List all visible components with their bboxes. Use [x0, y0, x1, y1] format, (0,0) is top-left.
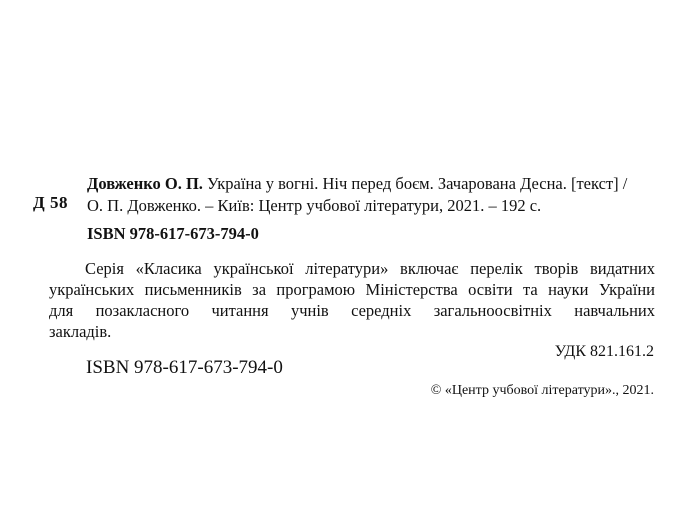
- call-number: Д 58: [33, 193, 68, 212]
- biblio-record-line-2: О. П. Довженко. – Київ: Центр учбової літератури, 2021. – 192 с.: [87, 196, 542, 215]
- annotation-line-2: українських письменників за програмою Міністерства освіти та науки України: [49, 280, 655, 299]
- title-and-format: Україна у вогні. Ніч перед боєм. Зачарована Десна. [текст] /: [202, 174, 628, 193]
- annotation-line-1: Серія «Класика української літератури» включає перелік творів видатних: [85, 259, 655, 278]
- biblio-record-line-1: [87, 174, 627, 194]
- annotation-line-4: закладів.: [49, 322, 112, 341]
- copyright-notice: © «Центр учбової літератури»., 2021.: [430, 383, 654, 398]
- author-name: Довженко О. П.: [87, 174, 203, 193]
- isbn-top: ISBN 978-617-673-794-0: [87, 224, 259, 243]
- annotation-line-3: для позакласного читання учнів середніх загальноосвітніх навчальних: [49, 301, 655, 320]
- isbn-bottom: ISBN 978-617-673-794-0: [86, 357, 283, 378]
- udk-code: УДК 821.161.2: [554, 343, 654, 360]
- series-annotation: [49, 258, 655, 342]
